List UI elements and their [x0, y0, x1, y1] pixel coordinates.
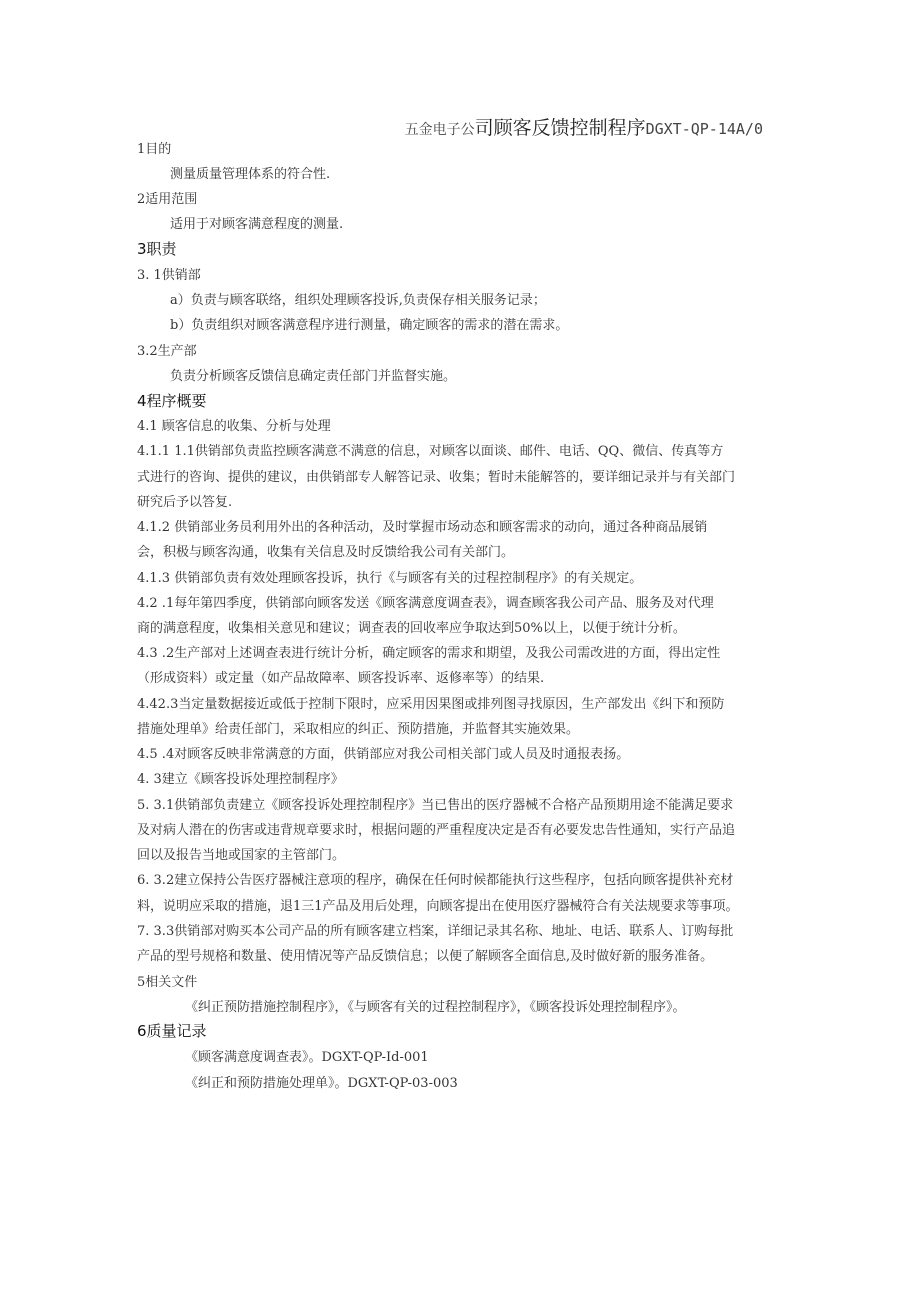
quality-record-1: 《顾客满意度调查表》。DGXT-QP-Id-001 [185, 1050, 429, 1065]
section-4-line: 5. 3.1供销部负责建立《顾客投诉处理控制程序》当已售出的医疗器械不合格产品预期用途不能满足要求 [137, 798, 734, 813]
section-4-line: 会，积极与顾客沟通，收集有关信息及时反馈给我公司有关部门。 [137, 545, 515, 560]
title-company: 五金电子公 [404, 122, 475, 138]
section-3-1-heading: 3. 1供销部 [137, 268, 201, 283]
section-4-line: 4.1 顾客信息的收集、分析与处理 [137, 419, 331, 434]
section-4-line: 4. 3建立《顾客投诉处理控制程序》 [137, 772, 344, 787]
section-3-1-a: a）负责与顾客联络，组织处理顾客投诉,负责保存相关服务记录； [170, 293, 546, 308]
section-4-line: 4.1.2 供销部业务员利用外出的各种活动，及时掌握市场动态和顾客需求的动向，通过各种商品展销 [137, 520, 708, 535]
section-3-2-heading: 3.2生产部 [137, 344, 197, 359]
section-4-line: （形成资料）或定量（如产品故障率、顾客投诉率、返修率等）的结果. [137, 671, 545, 686]
section-4-line: 4.3 .2生产部对上述调查表进行统计分析，确定顾客的需求和期望，及我公司需改进的方面，得出定性 [137, 646, 721, 661]
section-6-heading: 6质量记录 [137, 1022, 207, 1040]
section-4-line: 4.5 .4对顾客反映非常满意的方面，供销部应对我公司相关部门或人员及时通报表扬。 [137, 747, 630, 762]
quality-record-2: 《纠正和预防措施处理单》。DGXT-QP-03-003 [185, 1076, 458, 1091]
section-4-line: 4.42.3当定量数据接近或低于控制下限时，应采用因果图或排列图寻找原因，生产部发出《纠下和预防 [137, 697, 725, 712]
section-3-1-b: b）负责组织对顾客满意程序进行测量，确定顾客的需求的潜在需求。 [170, 318, 569, 333]
section-5-heading: 5相关文件 [137, 975, 198, 990]
title-code: DGXT-QP-14A/0 [645, 120, 763, 138]
title-main: 司顾客反馈控制程序 [474, 117, 646, 139]
section-4-line: 措施处理单》给责任部门，采取相应的纠正、预防措施，并监督其实施效果。 [137, 722, 580, 737]
section-4-line: 7. 3.3供销部对购买本公司产品的所有顾客建立档案，详细记录其名称、地址、电话、联系人、订购每批 [137, 924, 734, 939]
section-4-line: 4.1.1 1.1供销部负责监控顾客满意不满意的信息，对顾客以面谈、邮件、电话、QQ、微信、传真等方 [137, 444, 724, 459]
section-4-line: 商的满意程度，收集相关意见和建议；调查表的回收率应争取达到50%以上，以便于统计分析。 [137, 621, 686, 636]
section-4-line: 6. 3.2建立保持公告医疗器械注意项的程序，确保在任何时候都能执行这些程序，包括向顾客提供补充材 [137, 873, 734, 888]
section-1-text: 测量质量管理体系的符合性. [170, 167, 331, 182]
section-4-line: 研究后予以答复. [137, 495, 233, 510]
section-4-line: 式进行的咨询、提供的建议，由供销部专人解答记录、收集；暂时未能解答的，要详细记录并与有关部门 [137, 470, 736, 485]
section-4-line: 4.2 .1每年第四季度，供销部向顾客发送《顾客满意度调查表》，调查顾客我公司产品、服务及对代理 [137, 596, 714, 611]
section-3-heading: 3职责 [137, 240, 177, 258]
section-4-line: 4.1.3 供销部负责有效处理顾客投诉，执行《与顾客有关的过程控制程序》的有关规定。 [137, 571, 643, 586]
section-4-heading: 4程序概要 [137, 392, 207, 410]
section-5-text: 《纠正预防措施控制程序》，《与顾客有关的过程控制程序》，《顾客投诉处理控制程序》。 [185, 1000, 686, 1015]
section-4-line: 回以及报告当地或国家的主管部门。 [137, 848, 346, 863]
section-4-line: 料，说明应采取的措施，退1三1产品及用后处理，向顾客提出在使用医疗器械符合有关法规要求等事项。 [137, 899, 739, 914]
document-title [0, 113, 763, 140]
section-2-text: 适用于对顾客满意程度的测量. [170, 217, 344, 232]
section-4-line: 产品的型号规格和数量、使用情况等产品反馈信息；以便了解顾客全面信息,及时做好新的服务准备。 [137, 949, 714, 964]
section-3-2-text: 负责分析顾客反馈信息确定责任部门并监督实施。 [170, 369, 457, 384]
section-1-heading: 1目的 [137, 142, 172, 157]
section-4-line: 及对病人潜在的伤害或违背规章要求时，根据问题的严重程度决定是否有必要发忠告性通知，实行产品追 [137, 823, 736, 838]
section-2-heading: 2适用范围 [137, 192, 198, 207]
